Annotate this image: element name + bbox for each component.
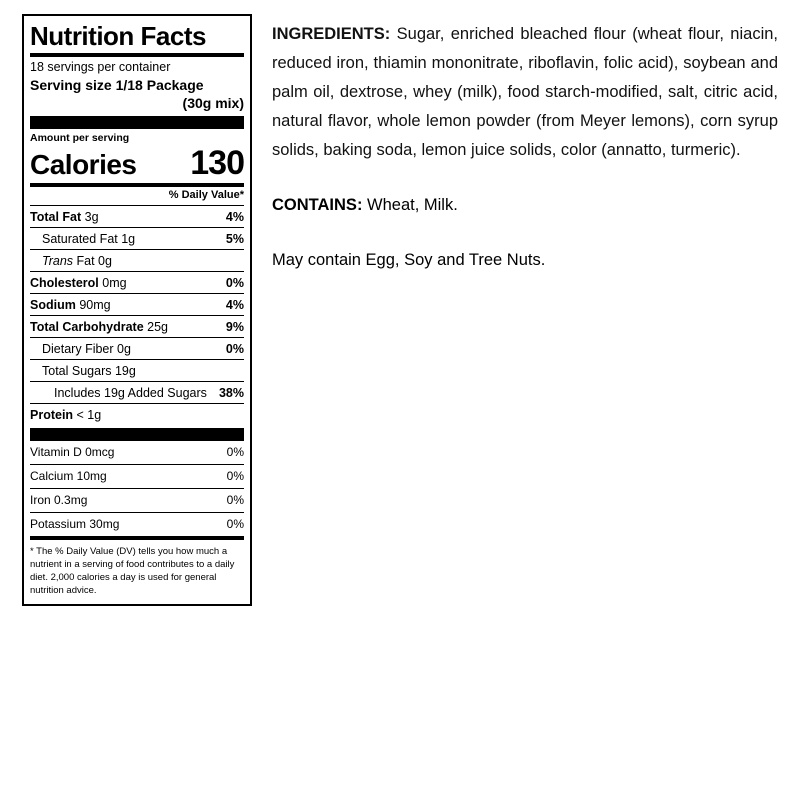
nutrient-name: Saturated Fat 1g <box>42 231 136 246</box>
nutrient-name: Total Sugars 19g <box>42 363 136 378</box>
nutrient-daily-value: 0% <box>225 275 244 290</box>
vitamin-name: Potassium 30mg <box>30 517 120 531</box>
serving-size-label: Serving size <box>30 77 112 93</box>
nutrient-name: Total Carbohydrate 25g <box>30 319 169 334</box>
may-contain-statement: May contain Egg, Soy and Tree Nuts. <box>272 251 546 269</box>
daily-value-header: % Daily Value* <box>168 189 244 201</box>
vitamin-name: Iron 0.3mg <box>30 493 88 507</box>
nutrient-name: Dietary Fiber 0g <box>42 341 131 356</box>
vitamin-daily-value: 0% <box>226 469 244 483</box>
nutrient-row <box>30 381 244 403</box>
divider-thick-bottom <box>30 428 244 441</box>
contains-heading: CONTAINS: <box>272 196 363 214</box>
nutrient-name: Sodium 90mg <box>30 297 111 312</box>
calories-label: Calories <box>30 149 137 180</box>
calories-row <box>30 145 244 183</box>
serving-size-value-secondary: (30g mix) <box>182 95 244 111</box>
amount-per-serving-label: Amount per serving <box>30 132 130 144</box>
vitamin-row <box>30 512 244 536</box>
nutrient-amount: Fat 0g <box>73 253 112 268</box>
contains-paragraph <box>272 191 778 220</box>
vitamin-rows <box>30 441 244 536</box>
nutrient-row <box>30 359 244 381</box>
serving-size-value: 1/18 Package <box>115 77 204 93</box>
vitamin-daily-value: 0% <box>226 493 244 507</box>
nutrient-row <box>30 403 244 425</box>
vitamin-name: Vitamin D 0mcg <box>30 445 115 459</box>
ingredients-column <box>260 0 800 800</box>
nutrient-daily-value: 5% <box>225 231 244 246</box>
nutrient-daily-value: 4% <box>225 209 244 224</box>
ingredients-heading: INGREDIENTS: <box>272 25 391 43</box>
nutrient-name: Protein < 1g <box>30 407 102 422</box>
nutrient-amount: 0g <box>113 341 131 356</box>
nutrient-name: Cholesterol 0mg <box>30 275 127 290</box>
vitamin-row <box>30 488 244 512</box>
serving-size-row <box>30 76 244 94</box>
nutrient-daily-value: 4% <box>225 297 244 312</box>
vitamin-name: Calcium 10mg <box>30 469 107 483</box>
nutrient-row <box>30 293 244 315</box>
vitamin-row <box>30 464 244 488</box>
nutrient-amount: < 1g <box>73 407 102 422</box>
nutrient-amount: 0mg <box>98 275 127 290</box>
vitamin-daily-value: 0% <box>226 445 244 459</box>
calories-value: 130 <box>190 144 244 182</box>
nutrient-amount: 3g <box>81 209 99 224</box>
daily-value-footnote: * The % Daily Value (DV) tells you how much a nutrient in a serving of food contributes to a daily diet. 2,000 calories a day is used for general nutrition advice. <box>30 536 244 599</box>
nutrient-daily-value: 38% <box>218 385 244 400</box>
nutrient-row <box>30 337 244 359</box>
divider-thick-top <box>30 116 244 129</box>
ingredients-text: Sugar, enriched bleached flour (wheat flour, niacin, reduced iron, thiamin mononitrate, riboflavin, folic acid), soybean and palm oil, dextrose, whey (milk), food starch-modified, salt, citric acid, natural flavor, whole lemon powder (from Meyer lemons), corn syrup solids, baking soda, lemon juice solids, color (annatto, turmeric). <box>272 25 778 159</box>
ingredients-paragraph <box>272 20 778 165</box>
nutrient-amount: 25g <box>143 319 169 334</box>
nutrient-name: Trans Fat 0g <box>42 253 112 268</box>
nutrient-daily-value: 0% <box>225 341 244 356</box>
nutrient-daily-value: 9% <box>225 319 244 334</box>
nutrient-row <box>30 315 244 337</box>
vitamin-daily-value: 0% <box>226 517 244 531</box>
nutrient-row <box>30 271 244 293</box>
nutrient-name: Includes 19g Added Sugars <box>54 385 207 400</box>
contains-text: Wheat, Milk. <box>362 196 458 214</box>
nutrient-row <box>30 227 244 249</box>
nutrition-facts-column <box>0 0 260 800</box>
nutrient-name: Total Fat 3g <box>30 209 99 224</box>
nutrient-rows <box>30 205 244 425</box>
nutrition-facts-title: Nutrition Facts <box>30 21 206 51</box>
vitamin-row <box>30 441 244 464</box>
nutrient-amount: 1g <box>117 231 136 246</box>
nutrient-amount: 19g <box>111 363 136 378</box>
nutrient-row <box>30 205 244 227</box>
nutrient-amount: 90mg <box>75 297 111 312</box>
nutrition-facts-panel <box>22 14 252 606</box>
servings-per-container: 18 servings per container <box>30 60 171 74</box>
nutrient-row <box>30 249 244 271</box>
